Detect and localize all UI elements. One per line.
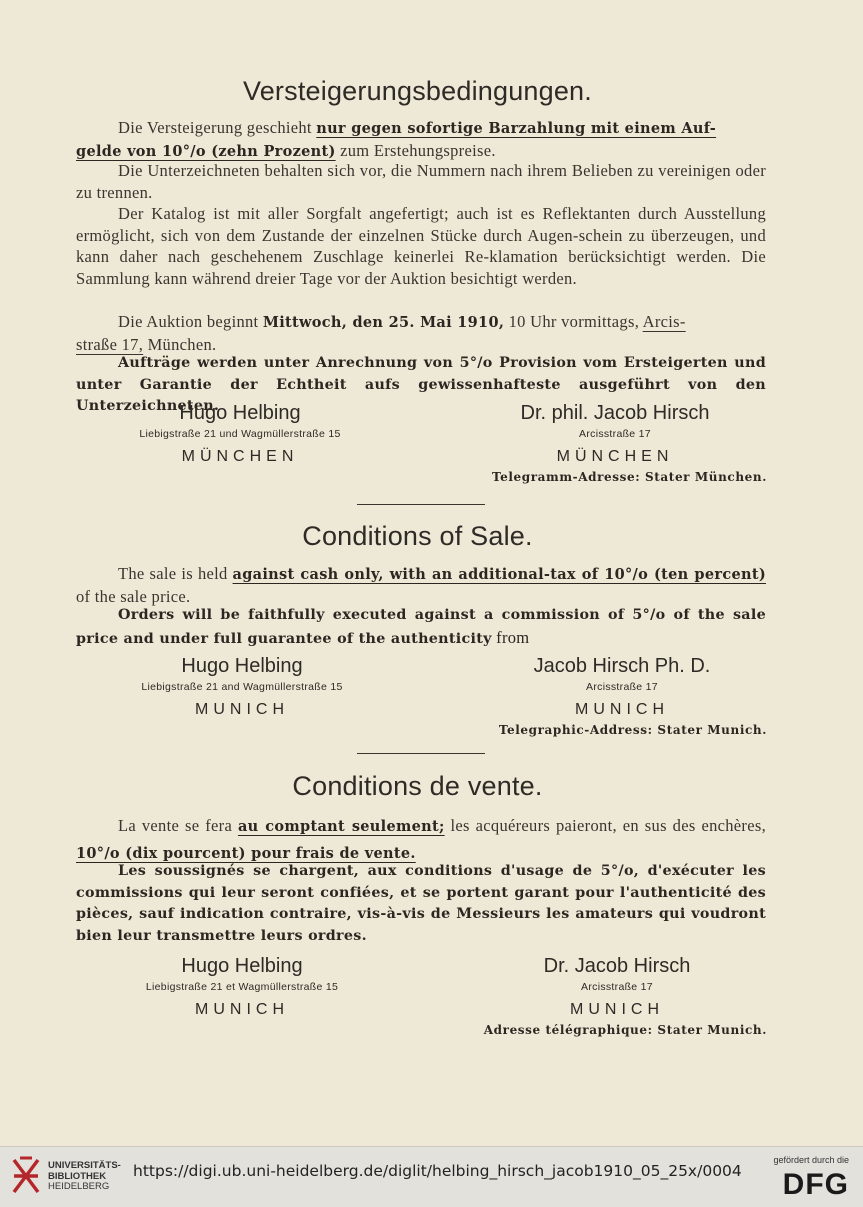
signatory-address: Liebigstraße 21 and Wagmüllerstraße 15 xyxy=(141,681,343,693)
footer-bar xyxy=(0,1146,863,1207)
english-telegraphic-address: Telegraphic-Address: Stater Munich. xyxy=(498,723,767,737)
signatory-city: MUNICH xyxy=(575,701,669,718)
english-signature-right xyxy=(477,655,767,719)
dfg-logo[interactable]: DFG xyxy=(782,1168,849,1201)
signatory-address: Arcisstraße 17 xyxy=(579,428,651,440)
signatory-address: Liebigstraße 21 et Wagmüllerstraße 15 xyxy=(145,981,339,993)
signatory-name: Dr. phil. Jacob Hirsch xyxy=(520,402,710,424)
german-paragraph-1: Die Versteigerung geschieht nur gegen sofortige Barzahlung mit einem Auf- gelde von 10°/o (zehn Prozent) zum Erstehungspreise. xyxy=(76,118,717,160)
signatory-city: MÜNCHEN xyxy=(556,448,674,465)
signatory-name: Hugo Helbing xyxy=(181,955,303,977)
french-paragraph-2: Les soussignés se chargent, aux conditions d'usage de 5°/o, d'exécuter les commissions qui leur seront confiées, et se portent garant pour l'authenticité des pièces, sauf indication contraire, vis-à-vis de Messieurs les amateurs qui voudront bien leur transmettre leurs ordres. xyxy=(76,863,766,944)
english-paragraph-1: The sale is held against cash only, with an additional-tax of 10°/o (ten percent) of the sale price. xyxy=(76,564,766,606)
funding-note: gefördert durch die xyxy=(773,1155,849,1165)
university-logo-icon xyxy=(10,1154,42,1198)
french-telegraphic-address: Adresse télégraphique: Stater Munich. xyxy=(483,1023,767,1037)
french-paragraph-1: La vente se fera au comptant seulement; les acquéreurs paieront, en sus des enchères, 10°/o (dix pourcent) pour frais de vente. xyxy=(76,816,766,862)
permalink-url[interactable]: https://digi.ub.uni-heidelberg.de/diglit/helbing_hirsch_jacob1910_05_25x/0004 xyxy=(133,1162,742,1180)
german-paragraph-5: Aufträge werden unter Anrechnung von 5°/o Provision vom Ersteigerten und unter Garantie der Echtheit aufs gewissenhafteste ausgeführt von den Unterzeichneten. xyxy=(76,355,766,415)
section-divider xyxy=(357,753,485,754)
library-name[interactable]: UNIVERSITÄTS- BIBLIOTHEK HEIDELBERG xyxy=(48,1160,121,1192)
signatory-address: Liebigstraße 21 und Wagmüllerstraße 15 xyxy=(139,428,341,440)
german-signature-right xyxy=(470,402,760,466)
german-paragraph-4: Die Auktion beginnt Mittwoch, den 25. Mai 1910, 10 Uhr vormittags, Arcis- straße 17, München. xyxy=(76,312,686,354)
signatory-address: Arcisstraße 17 xyxy=(581,981,653,993)
signatory-city: MUNICH xyxy=(195,1001,289,1018)
german-paragraph-3: Der Katalog ist mit aller Sorgfalt angefertigt; auch ist es Reflektanten durch Ausstellung ermöglicht, sich von dem Zustande der einzelnen Stücke durch Augen-schein zu überzeugen, und kann daher nach geschehenem Zuschlage keinerlei Re-klamation berücksichtigt werden. Die Sammlung kann während dreier Tage vor der Auktion besichtigt werden. xyxy=(76,204,766,288)
signatory-address: Arcisstraße 17 xyxy=(586,681,658,693)
german-title: Versteigerungsbedingungen. xyxy=(243,76,592,106)
french-signature-right xyxy=(472,955,762,1019)
french-signature-left xyxy=(97,955,387,1019)
signatory-name: Hugo Helbing xyxy=(181,655,303,677)
signatory-name: Jacob Hirsch Ph. D. xyxy=(533,655,711,677)
french-title: Conditions de vente. xyxy=(292,771,543,801)
english-paragraph-2: Orders will be faithfully executed against a commission of 5°/o of the sale price and under full guarantee of the authenticity from xyxy=(76,607,766,647)
german-paragraph-2: Die Unterzeichneten behalten sich vor, die Nummern nach ihrem Belieben zu vereinigen oder zu trennen. xyxy=(76,161,766,202)
german-signature-left xyxy=(95,402,385,466)
section-divider xyxy=(357,504,485,505)
signatory-city: MUNICH xyxy=(570,1001,664,1018)
signatory-city: MÜNCHEN xyxy=(181,448,299,465)
english-signature-left xyxy=(97,655,387,719)
english-title: Conditions of Sale. xyxy=(302,521,533,551)
signatory-city: MUNICH xyxy=(195,701,289,718)
signatory-name: Hugo Helbing xyxy=(179,402,301,424)
german-telegram-address: Telegramm-Adresse: Stater München. xyxy=(491,470,767,484)
signatory-name: Dr. Jacob Hirsch xyxy=(543,955,691,977)
